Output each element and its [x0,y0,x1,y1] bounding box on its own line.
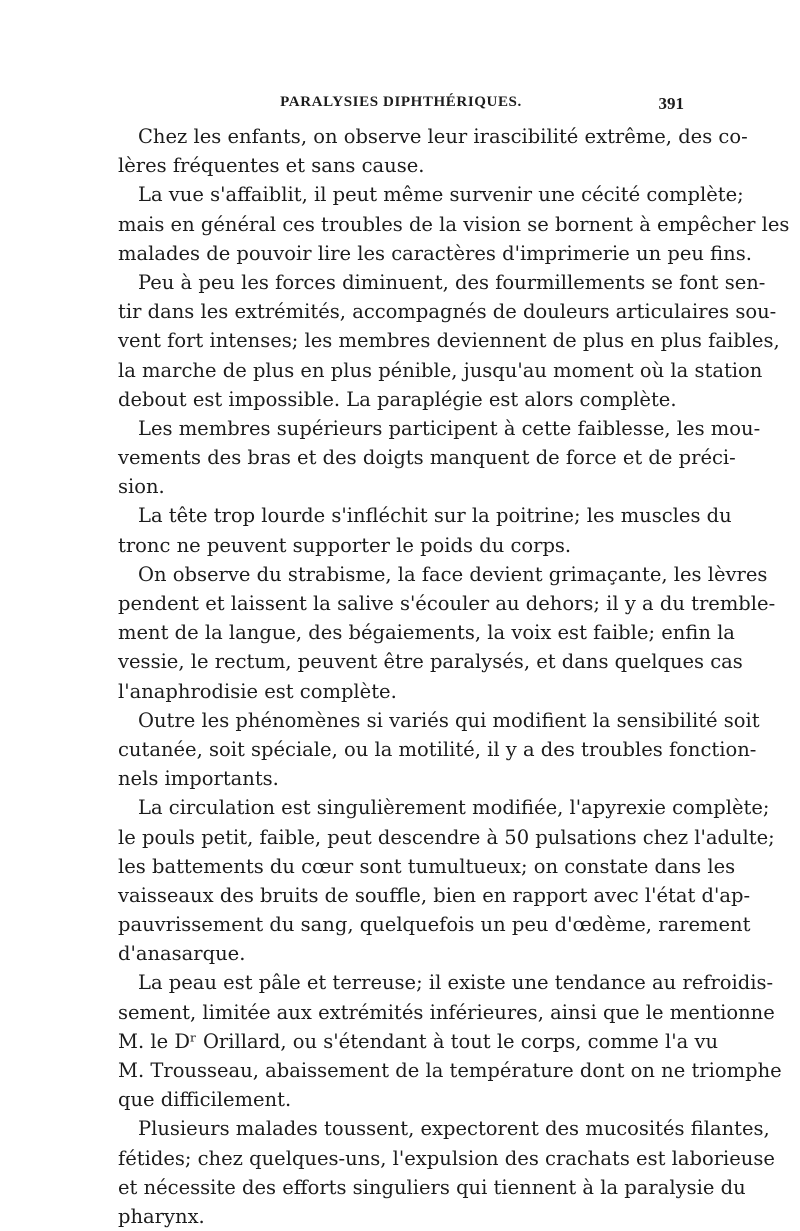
text-line: Chez les enfants, on observe leur irascibilité extrême, des co- [138,125,748,148]
text-line: La peau est pâle et terreuse; il existe une tendance au refroidis- [138,971,774,995]
page-number: 391 [658,94,684,113]
text-line: tir dans les extrémités, accompagnés de douleurs articulaires sou- [118,300,777,324]
text-line: pendent et laissent la salive s'écouler au dehors; il y a du tremble- [118,592,776,615]
text-line: M. Trousseau, abaissement de la température dont on ne triomphe [118,1059,782,1082]
text-line: vaisseaux des bruits de souffle, bien en rapport avec l'état d'ap- [118,883,751,907]
text-line: d'anasarque. [118,942,246,966]
text-line: pauvrissement du sang, quelquefois un peu d'œdème, rarement [118,913,751,937]
page-header [118,94,684,118]
text-line: tronc ne peuvent supporter le poids du corps. [118,533,572,557]
body-text [118,122,790,1231]
text-line: cutanée, soit spéciale, ou la motilité, il y a des troubles fonction- [118,737,757,761]
text-line: Peu à peu les forces diminuent, des fourmillements se font sen- [138,270,766,294]
text-line: nels importants. [118,767,279,791]
running-title: PARALYSIES DIPHTHÉRIQUES. [280,94,522,110]
text-line: fétides; chez quelques-uns, l'expulsion des crachats est laborieuse [118,1146,775,1170]
text-line: les battements du cœur sont tumultueux; on constate dans les [118,854,736,878]
text-line: sement, limitée aux extrémités inférieures, ainsi que le mentionne [118,1000,775,1024]
text-line: M. le Dʳ Orillard, ou s'étendant à tout le corps, comme l'a vu [118,1029,719,1053]
text-line: l'anaphrodisie est complète. [118,679,397,703]
text-line: ment de la langue, des bégaiements, la voix est faible; enfin la [118,621,735,645]
text-line: la marche de plus en plus pénible, jusqu'au moment où la station [118,358,763,382]
text-line: Plusieurs malades toussent, expectorent des mucosités filantes, [138,1117,770,1141]
text-line: La vue s'affaiblit, il peut même survenir une cécité complète; [138,183,744,207]
text-line: Outre les phénomènes si variés qui modifient la sensibilité soit [138,708,760,732]
text-line: et nécessite des efforts singuliers qui tiennent à la paralysie du [118,1175,746,1199]
text-line: La tête trop lourde s'infléchit sur la poitrine; les muscles du [138,504,732,528]
text-line: vements des bras et des doigts manquent de force et de préci- [118,446,736,470]
text-line: Les membres supérieurs participent à cette faiblesse, les mou- [138,416,761,440]
text-line: On observe du strabisme, la face devient grimaçante, les lèvres [138,562,768,586]
text-line: sion. [118,475,165,499]
text-line: mais en général ces troubles de la vision se bornent à empêcher les [118,212,790,236]
text-line: vessie, le rectum, peuvent être paralysés, et dans quelques cas [118,650,743,674]
text-line: vent fort intenses; les membres deviennent de plus en plus faibles, [118,329,780,353]
text-line: malades de pouvoir lire les caractères d'imprimerie un peu fins. [118,241,752,265]
text-line: debout est impossible. La paraplégie est alors complète. [118,387,677,411]
text-line: lères fréquentes et sans cause. [118,154,425,178]
text-line: La circulation est singulièrement modifiée, l'apyrexie complète; [138,796,770,820]
text-line: le pouls petit, faible, peut descendre à 50 pulsations chez l'adulte; [118,825,775,849]
text-line: pharynx. [118,1204,205,1228]
text-line: que difficilement. [118,1088,292,1112]
